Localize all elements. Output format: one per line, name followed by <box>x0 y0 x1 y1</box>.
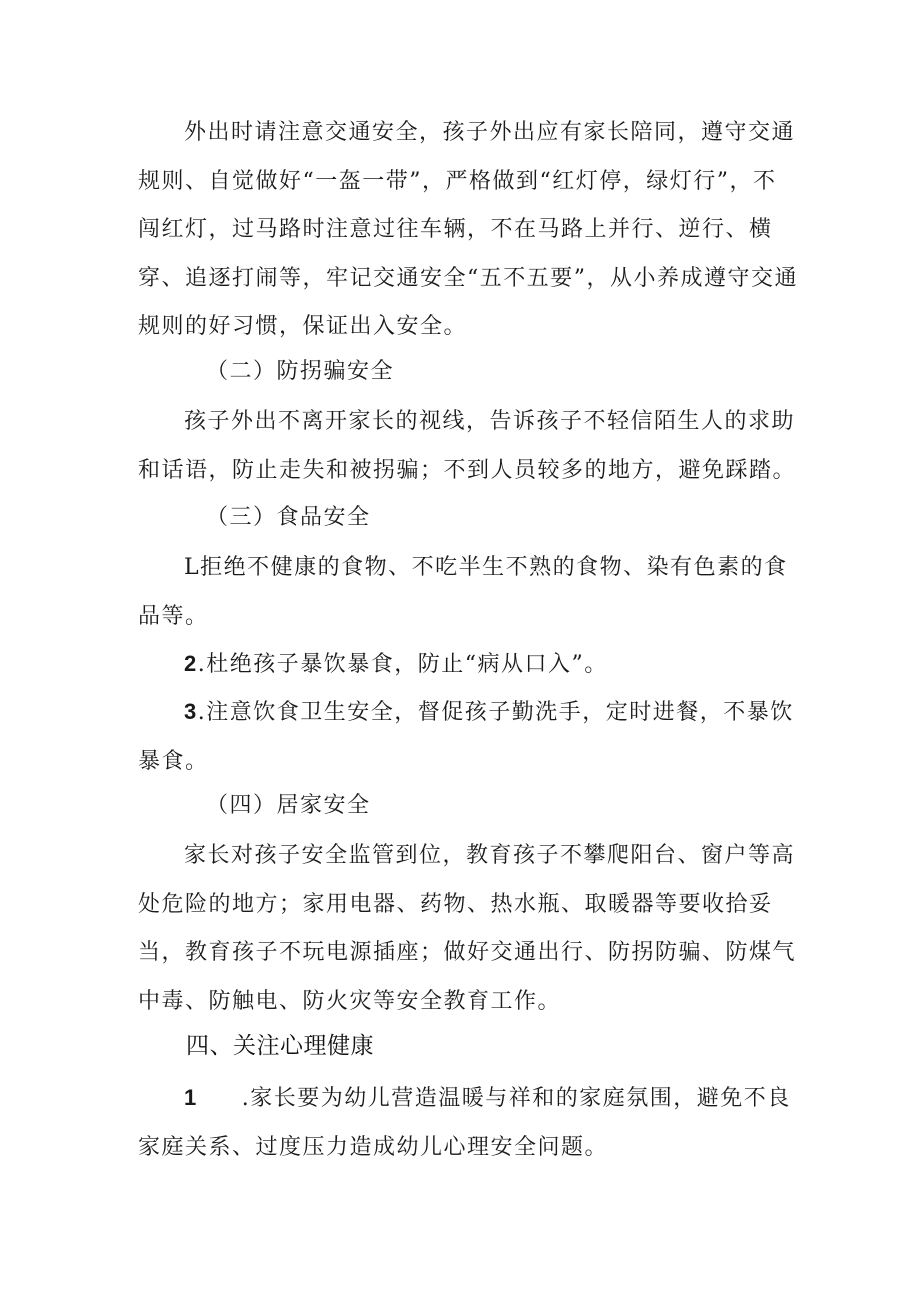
subheading-anti-abduction: （二）防拐骗安全 <box>206 359 395 384</box>
food-item-2 <box>138 640 798 690</box>
food-item-3 <box>138 688 798 786</box>
paragraph-anti-abduction: 孩子外出不离开家长的视线，告诉孩子不轻信陌生人的求助和话语，防止走失和被拐骗；不到人员较多的地方，避免踩踏。 <box>138 409 797 483</box>
food-item-3-text: .注意饮食卫生安全，督促孩子勤洗手，定时进餐，不暴饮暴食。 <box>138 700 794 774</box>
paragraph-home-safety: 家长对孩子安全监管到位，教育孩子不攀爬阳台、窗户等高处危险的地方；家用电器、药物、热水瓶、取暖器等要收拾妥当，教育孩子不玩电源插座；做好交通出行、防拐防骗、防煤气中毒、防触电、防火灾等安全教育工作。 <box>138 843 797 1014</box>
mental-health-item-1-number: 1 <box>184 1085 198 1110</box>
food-item-2-text: .杜绝孩子暴饮暴食，防止“病从口入”。 <box>197 652 608 677</box>
food-item-1: L拒绝不健康的食物、不吃半生不熟的食物、染有色素的食品等。 <box>138 555 788 629</box>
section-heading-mental-health: 四、关注心理健康 <box>186 1033 374 1059</box>
mental-health-item-1-text: .家长要为幼儿营造温暖与祥和的家庭氛围，避免不良家庭关系、过度压力造成幼儿心理安全问题。 <box>138 1086 791 1160</box>
subheading-food-safety: （三）食品安全 <box>206 505 371 530</box>
food-item-2-number: 2 <box>184 651 198 676</box>
paragraph-traffic-safety: 外出时请注意交通安全，孩子外出应有家长陪同，遵守交通规则、自觉做好“一盔一带”，严格做到“红灯停，绿灯行”，不闯红灯，过马路时注意过往车辆，不在马路上并行、逆行、横穿、追逐打闹等，牢记交通安全“五不五要”，从小养成遵守交通规则的好习惯，保证出入安全。 <box>138 120 798 339</box>
food-item-3-number: 3 <box>184 699 198 724</box>
subheading-home-safety: （四）居家安全 <box>206 793 371 818</box>
mental-health-item-1 <box>138 1074 798 1172</box>
